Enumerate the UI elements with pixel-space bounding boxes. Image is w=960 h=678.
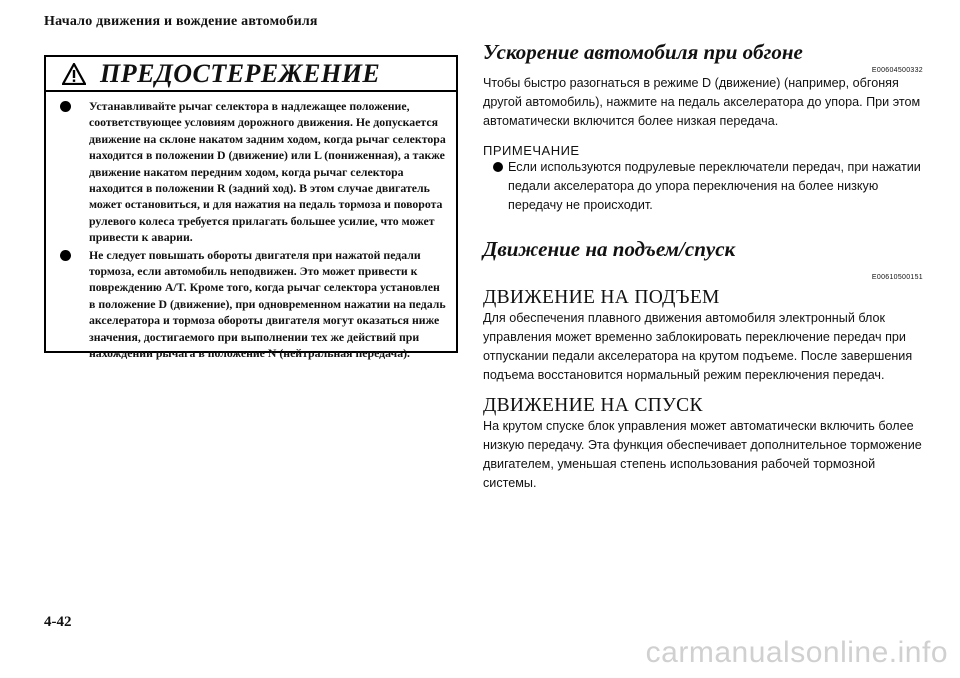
- note-label: ПРИМЕЧАНИЕ: [483, 143, 580, 158]
- warning-item-text: Устанавливайте рычаг селектора в надлежащее положение, соответствующее условиям дорожного движения. Не допускается движение на склоне накатом задним ходом, когда рычаг селектора находится в положении D (движение) или L (пониженная), а также движение накатом передним ходом, когда рычаг селектора находится в положении R (задний ход). В этом случае двигатель может остановиться, и для нажатия на педаль тормоза и поворота рулевого колеса требуется прилагать большее усилие, что может привести к аварии.: [89, 99, 446, 245]
- warning-triangle-icon: [62, 63, 86, 85]
- right-column: [483, 40, 923, 493]
- bullet-icon: [493, 162, 503, 172]
- paragraph-uphill: Для обеспечения плавного движения автомобиля электронный блок управления может временно заблокировать переключение передач при отпускании педали акселератора на крутом подъеме. После завершения подъема восстановится нормальный режим переключения передач.: [483, 311, 913, 382]
- warning-item: [60, 247, 446, 362]
- warning-title: ПРЕДОСТЕРЕЖЕНИЕ: [100, 58, 381, 88]
- bullet-icon: [60, 250, 71, 261]
- watermark: carmanualsonline.info: [645, 636, 948, 669]
- warning-box: [44, 55, 458, 361]
- paragraph-overtaking: Чтобы быстро разогнаться в режиме D (движение) (например, обгоняя другой автомобиль), нажмите на педаль акселератора до упора. При этом автоматически включится более низкая передача.: [483, 76, 921, 128]
- section-title-slopes: Движение на подъем/спуск: [483, 237, 736, 261]
- warning-item: [60, 98, 446, 246]
- paragraph-downhill: На крутом спуске блок управления может автоматически включить более низкую передачу. Эта функция обеспечивает дополнительное торможение двигателем, уменьшая степень использования рабочей тормозной системы.: [483, 419, 922, 490]
- page-number: 4-42: [44, 614, 72, 630]
- page-header: Начало движения и вождение автомобиля: [44, 14, 318, 29]
- section-code: E00604500332: [871, 67, 923, 74]
- warning-body: [46, 92, 456, 362]
- section-title-overtaking: Ускорение автомобиля при обгоне: [483, 40, 803, 64]
- section-code: E00610500151: [871, 274, 923, 281]
- note-item: [483, 158, 923, 215]
- subsection-title-downhill: ДВИЖЕНИЕ НА СПУСК: [483, 395, 703, 416]
- subsection-title-uphill: ДВИЖЕНИЕ НА ПОДЪЕМ: [483, 287, 720, 308]
- note-text: Если используются подрулевые переключатели передач, при нажатии педали акселератора до упора переключения на более низкую передачу не происходит.: [508, 160, 921, 212]
- warning-item-text: Не следует повышать обороты двигателя при нажатой педали тормоза, если автомобиль неподвижен. Это может привести к повреждению A/T. Кроме того, когда рычаг селектора установлен в положение D (движение), при одновременном нажатии на педаль акселератора и тормоза обороты двигателя могут оказаться ниже значения, достигаемого при выполнении тех же действий при нахождении рычага в положение N (нейтральная передача).: [89, 247, 446, 361]
- bullet-icon: [60, 101, 71, 112]
- warning-header: [46, 57, 456, 92]
